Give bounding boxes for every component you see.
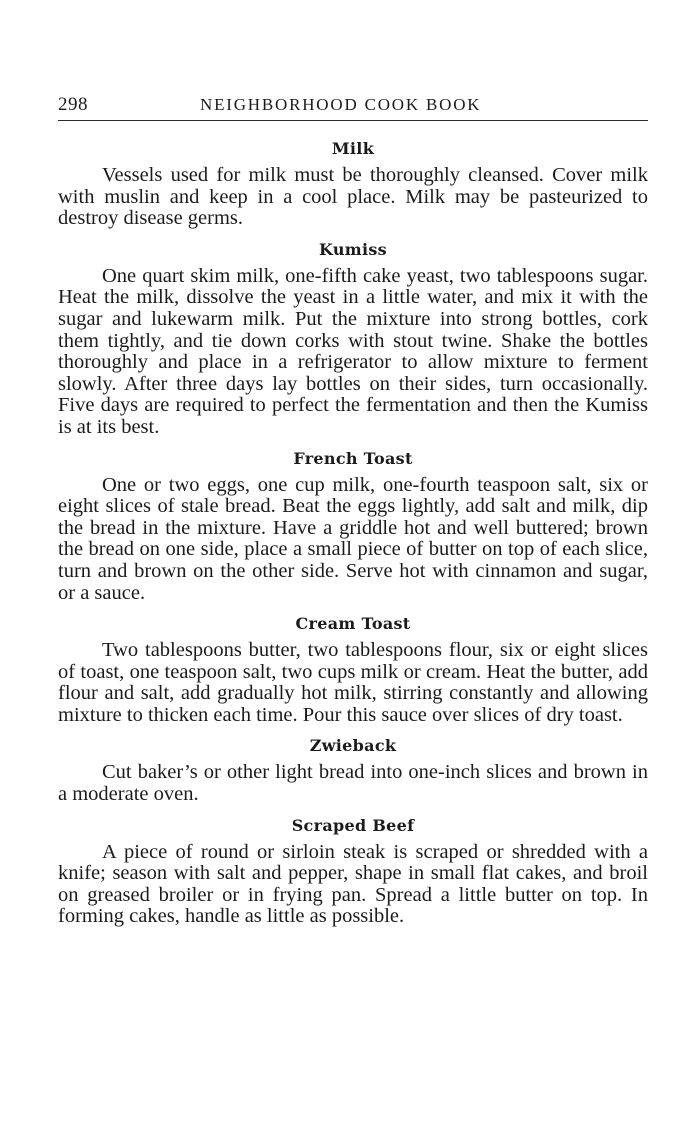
recipe-body: A piece of round or sirloin steak is scraped or shredded with a knife; season with salt and pepper, shape in small flat cakes, and broil on greased broiler or in frying pan. Spread a little butter on top. In forming cakes, handle as little as possible. xyxy=(58,840,648,928)
recipe-title: Zwieback xyxy=(309,736,397,756)
recipe-scraped-beef xyxy=(58,816,648,928)
recipe-title: Kumiss xyxy=(318,239,387,259)
recipe-body: One quart skim milk, one-fifth cake yeast, two tablespoons sugar. Heat the milk, dissolve the yeast in a little water, and mix it with the sugar and lukewarm milk. Put the mixture into strong bottles, cork them tightly, and tie down corks with stout twine. Shake the bottles thoroughly and place in a refrigerator to allow mixture to ferment slowly. After three days lay bottles on their sides, turn occasionally. Five days are required to perfect the fermentation and then the Kumiss is at its best. xyxy=(58,264,648,438)
running-header xyxy=(58,92,648,121)
recipe-body: Two tablespoons butter, two tablespoons flour, six or eight slices of toast, one teaspoon salt, two cups milk or cream. Heat the butter, add flour and salt, add gradually hot milk, stirring constantly and allowing mixture to thicken each time. Pour this sauce over slices of dry toast. xyxy=(58,639,648,726)
recipe-title: Milk xyxy=(331,139,375,158)
recipe-kumiss xyxy=(58,240,648,439)
recipe-body: Cut baker’s or other light bread into one-inch slices and brown in a moderate oven. xyxy=(58,761,648,806)
page-number: 298 xyxy=(58,94,88,115)
recipe-zwieback xyxy=(58,736,648,805)
recipe-title: Cream Toast xyxy=(295,614,411,634)
recipe-milk xyxy=(58,139,648,230)
recipe-body: One or two eggs, one cup milk, one-fourth teaspoon salt, six or eight slices of stale bread. Beat the eggs lightly, add salt and milk, dip the bread in the mixture. Have a griddle hot and well buttered; brown the bread on one side, place a small piece of butter on top of each slice, turn and brown on the other side. Serve hot with cinnamon and sugar, or a sauce. xyxy=(58,473,648,604)
recipe-french-toast xyxy=(58,449,648,605)
book-title: NEIGHBORHOOD COOK BOOK xyxy=(200,95,482,114)
recipe-body: Vessels used for milk must be thoroughly cleansed. Cover milk with muslin and keep in a cool place. Milk may be pasteurized to destroy disease germs. xyxy=(58,164,648,230)
recipe-title: Scraped Beef xyxy=(291,815,415,835)
book-page xyxy=(58,92,648,928)
recipe-cream-toast xyxy=(58,614,648,726)
recipe-title: French Toast xyxy=(293,448,413,468)
